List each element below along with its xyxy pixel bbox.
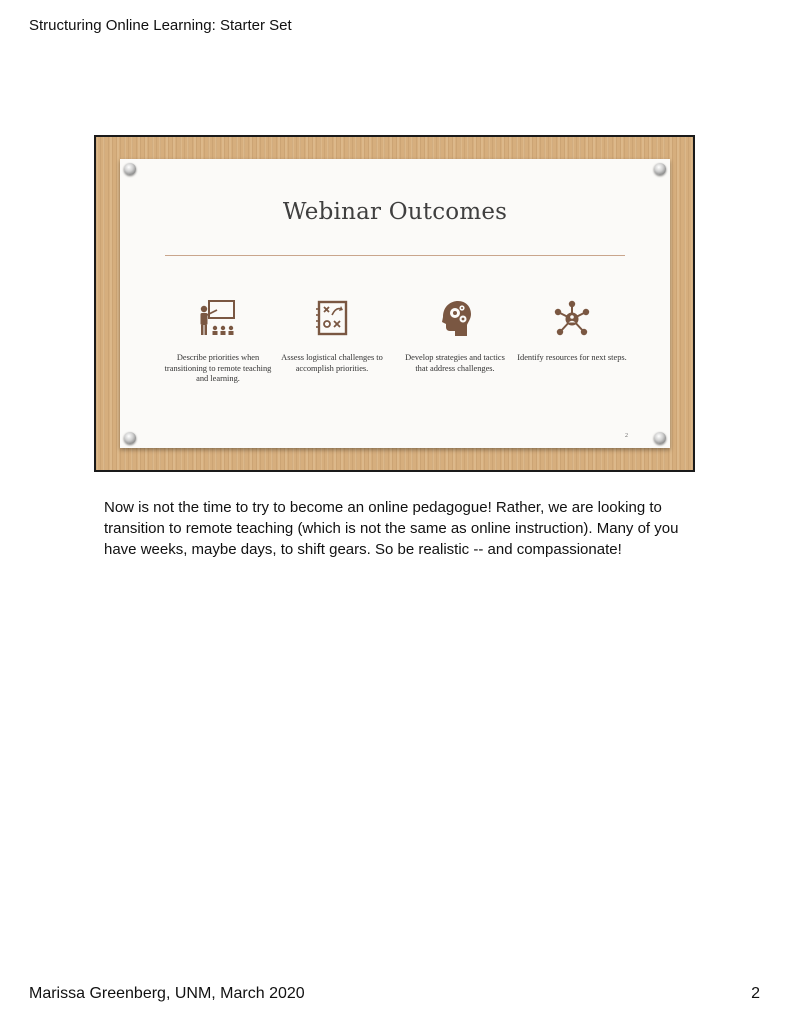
head-gears-icon (433, 299, 477, 339)
slide-title: Webinar Outcomes (282, 199, 508, 225)
outcome-item (517, 299, 627, 364)
presenter-icon (196, 299, 240, 339)
title-divider (165, 255, 625, 256)
outcome-text: Identify resources for next steps. (517, 353, 627, 362)
slide-thumbnail (94, 135, 695, 472)
document-header: Structuring Online Learning: Starter Set (29, 17, 292, 34)
footer-page-number: 2 (751, 985, 760, 1002)
footer-author: Marissa Greenberg, UNM, March 2020 (29, 985, 305, 1002)
pin-bottom-right-icon (654, 432, 666, 444)
speaker-notes: Now is not the time to try to become an online pedagogue! Rather, we are looking to transition to remote teaching (which is not the same as online instruction). Many of you have weeks, maybe days, to shift gears. So be realistic -- and compassionate! (104, 499, 679, 558)
slide-page-number: 2 (625, 433, 628, 439)
strategy-board-icon (310, 299, 354, 339)
outcome-item (277, 299, 387, 374)
network-icon (550, 299, 594, 339)
pin-bottom-left-icon (124, 432, 136, 444)
outcome-text: Assess logistical challenges to accomplish priorities. (281, 353, 383, 373)
pin-top-left-icon (124, 163, 136, 175)
pin-top-right-icon (654, 163, 666, 175)
outcome-item (400, 299, 510, 374)
slide-paper (120, 159, 670, 448)
outcome-text: Develop strategies and tactics that address challenges. (405, 353, 505, 373)
outcome-text: Describe priorities when transitioning to remote teaching and learning. (164, 353, 272, 383)
outcome-item (163, 299, 273, 385)
